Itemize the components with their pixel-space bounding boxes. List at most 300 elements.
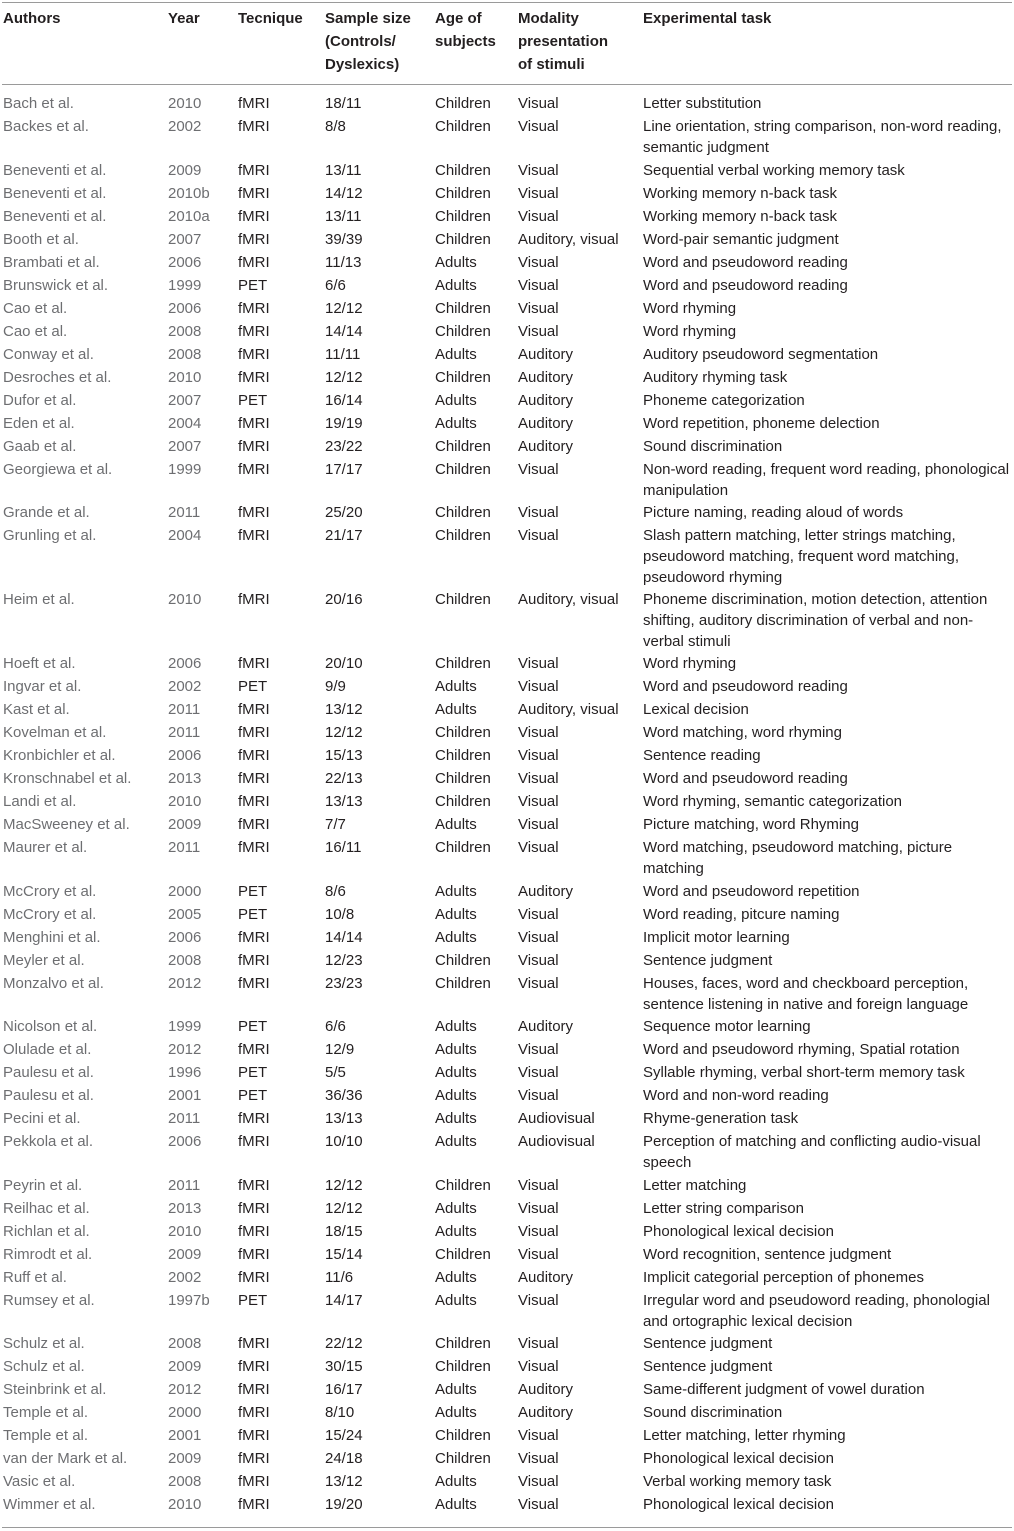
cell-task: Perception of matching and conflicting audio-visual speech [643, 1133, 981, 1171]
cell-modality: Auditory [518, 414, 574, 432]
cell-modality: Visual [518, 184, 559, 202]
cell-year: 2012 [168, 974, 202, 992]
cell-technique: PET [238, 391, 268, 409]
cell-modality: Visual [518, 1087, 559, 1104]
cell-sample-size: 11/13 [325, 253, 362, 271]
cell-year: 2010 [168, 368, 202, 386]
cell-age: Children [435, 460, 491, 478]
cell-modality: Auditory [518, 1381, 574, 1398]
cell-year: 2011 [168, 1110, 201, 1127]
cell-author: Bach et al. [3, 95, 74, 112]
cell-year: 2007 [168, 437, 202, 455]
cell-task: Word repetition, phoneme delection [643, 414, 880, 432]
cell-sample-size: 13/13 [325, 793, 363, 810]
cell-age: Adults [435, 1496, 477, 1513]
cell-age: Adults [435, 1222, 477, 1240]
cell-year: 2011 [168, 724, 201, 741]
cell-author: Kast et al. [3, 701, 70, 718]
cell-age: Children [435, 368, 491, 386]
cell-technique: fMRI [238, 724, 270, 741]
cell-author: Ingvar et al. [3, 678, 82, 695]
cell-age: Adults [435, 1291, 477, 1309]
cell-task: Word reading, pitcure naming [643, 905, 840, 923]
cell-year: 1999 [168, 460, 202, 478]
cell-modality: Visual [518, 770, 559, 787]
cell-year: 2009 [168, 1450, 202, 1467]
cell-sample-size: 19/19 [325, 414, 363, 432]
cell-technique: fMRI [238, 928, 270, 946]
cell-author: Schulz et al. [3, 1335, 85, 1352]
cell-sample-size: 12/12 [325, 1176, 363, 1194]
cell-age: Children [435, 437, 491, 455]
cell-age: Children [435, 974, 491, 992]
cell-sample-size: 12/12 [325, 299, 363, 317]
cell-modality: Visual [518, 1222, 559, 1240]
cell-author: Kronschnabel et al. [3, 770, 132, 787]
cell-task: Phonological lexical decision [643, 1222, 834, 1240]
cell-technique: fMRI [238, 253, 270, 271]
cell-age: Children [435, 184, 491, 202]
cell-author: McCrory et al. [3, 905, 97, 923]
cell-technique: fMRI [238, 1222, 270, 1240]
cell-year: 2013 [168, 770, 202, 787]
cell-sample-size: 36/36 [325, 1087, 363, 1104]
cell-year: 2002 [168, 118, 202, 135]
cell-age: Children [435, 527, 491, 544]
cell-sample-size: 8/6 [325, 882, 346, 900]
cell-author: Conway et al. [3, 345, 94, 363]
cell-sample-size: 25/20 [325, 504, 363, 521]
cell-modality: Auditory [518, 1404, 574, 1421]
cell-sample-size: 22/13 [325, 770, 363, 787]
cell-year: 1999 [168, 276, 202, 294]
cell-author: Wimmer et al. [3, 1496, 96, 1513]
cell-age: Children [435, 230, 491, 248]
cell-age: Children [435, 724, 491, 741]
table-top-rule [2, 2, 1012, 3]
cell-age: Children [435, 747, 491, 764]
cell-sample-size: 11/11 [325, 345, 361, 363]
cell-technique: PET [238, 678, 268, 695]
cell-age: Adults [435, 1404, 477, 1421]
cell-technique: fMRI [238, 1450, 270, 1467]
cell-author: Pekkola et al. [3, 1133, 94, 1150]
cell-technique: fMRI [238, 1110, 270, 1127]
cell-year: 2010 [168, 793, 202, 810]
cell-technique: fMRI [238, 207, 270, 225]
cell-task: Phonological lexical decision [643, 1496, 834, 1513]
cell-year: 2010 [168, 1222, 202, 1240]
cell-sample-size: 8/8 [325, 118, 346, 135]
cell-sample-size: 18/11 [325, 95, 362, 112]
cell-sample-size: 16/11 [325, 839, 362, 856]
cell-author: Brambati et al. [3, 253, 100, 271]
cell-technique: fMRI [238, 1268, 270, 1286]
cell-technique: PET [238, 1064, 268, 1081]
cell-author: Steinbrink et al. [3, 1381, 107, 1398]
cell-year: 2012 [168, 1381, 202, 1398]
cell-task: Irregular word and pseudoword reading, phonologial and ortographic lexical decision [643, 1291, 990, 1330]
cell-sample-size: 6/6 [325, 276, 346, 294]
cell-sample-size: 16/17 [325, 1381, 363, 1398]
cell-author: McCrory et al. [3, 882, 97, 900]
cell-modality: Audiovisual [518, 1133, 595, 1150]
cell-task: Word and non-word reading [643, 1087, 829, 1104]
cell-age: Adults [435, 1133, 477, 1150]
cell-modality: Visual [518, 1291, 559, 1309]
cell-age: Children [435, 118, 491, 135]
cell-task: Same-different judgment of vowel duration [643, 1381, 925, 1398]
cell-task: Word and pseudoword reading [643, 678, 848, 695]
cell-technique: fMRI [238, 1176, 270, 1194]
cell-task: Auditory pseudoword segmentation [643, 345, 879, 363]
cell-modality: Visual [518, 322, 559, 340]
cell-age: Children [435, 504, 491, 521]
cell-technique: fMRI [238, 368, 270, 386]
cell-modality: Visual [518, 1473, 559, 1490]
cell-technique: fMRI [238, 1404, 270, 1421]
cell-modality: Audiovisual [518, 1110, 595, 1127]
cell-sample-size: 19/20 [325, 1496, 363, 1513]
cell-modality: Visual [518, 161, 559, 179]
cell-year: 2006 [168, 747, 202, 764]
cell-technique: fMRI [238, 161, 270, 179]
cell-technique: fMRI [238, 951, 270, 969]
cell-task: Word and pseudoword reading [643, 276, 848, 294]
cell-task: Sequential verbal working memory task [643, 161, 905, 179]
cell-author: Menghini et al. [3, 928, 101, 946]
cell-author: Paulesu et al. [3, 1064, 94, 1081]
cell-age: Adults [435, 253, 477, 271]
cell-sample-size: 15/24 [325, 1427, 363, 1444]
cell-age: Children [435, 1358, 491, 1375]
cell-author: Temple et al. [3, 1404, 89, 1421]
cell-author: Grunling et al. [3, 527, 97, 544]
cell-year: 2000 [168, 1404, 202, 1421]
cell-technique: fMRI [238, 1133, 270, 1150]
cell-sample-size: 14/14 [325, 322, 363, 340]
cell-sample-size: 6/6 [325, 1018, 346, 1035]
cell-author: Cao et al. [3, 322, 68, 340]
cell-modality: Visual [518, 207, 559, 225]
cell-modality: Auditory [518, 368, 574, 386]
header-sample-size: Sample size (Controls/ Dyslexics) [325, 10, 411, 73]
cell-modality: Visual [518, 253, 559, 271]
cell-year: 2008 [168, 1335, 202, 1352]
cell-year: 2002 [168, 678, 202, 695]
cell-sample-size: 15/14 [325, 1245, 363, 1263]
cell-age: Adults [435, 276, 477, 294]
cell-technique: PET [238, 1291, 268, 1309]
cell-task: Letter matching, letter rhyming [643, 1427, 846, 1444]
cell-author: Beneventi et al. [3, 161, 107, 179]
cell-technique: fMRI [238, 1335, 270, 1352]
cell-author: Monzalvo et al. [3, 974, 104, 992]
cell-year: 2006 [168, 1133, 202, 1150]
cell-modality: Auditory, visual [518, 701, 619, 718]
cell-sample-size: 10/8 [325, 905, 355, 923]
cell-sample-size: 12/23 [325, 951, 363, 969]
table-header-rule [2, 84, 1012, 85]
cell-author: Brunswick et al. [3, 276, 109, 294]
cell-author: Rimrodt et al. [3, 1245, 93, 1263]
cell-technique: fMRI [238, 1427, 270, 1444]
cell-technique: fMRI [238, 974, 270, 992]
cell-sample-size: 20/10 [325, 655, 363, 672]
cell-technique: fMRI [238, 1496, 270, 1513]
cell-sample-size: 13/11 [325, 207, 362, 225]
cell-task: Word rhyming [643, 655, 737, 672]
cell-modality: Visual [518, 816, 559, 833]
cell-author: Ruff et al. [3, 1268, 67, 1286]
cell-task: Verbal working memory task [643, 1473, 832, 1490]
cell-technique: fMRI [238, 1381, 270, 1398]
cell-year: 2008 [168, 1473, 202, 1490]
cell-technique: PET [238, 905, 268, 923]
cell-task: Sentence judgment [643, 1335, 773, 1352]
cell-task: Word and pseudoword reading [643, 770, 848, 787]
cell-sample-size: 20/16 [325, 591, 363, 608]
cell-task: Sound discrimination [643, 1404, 783, 1421]
cell-age: Children [435, 951, 491, 969]
cell-author: Reilhac et al. [3, 1199, 90, 1217]
cell-modality: Visual [518, 678, 559, 695]
header-modality: Modality presentation of stimuli [518, 10, 609, 73]
cell-sample-size: 24/18 [325, 1450, 363, 1467]
cell-technique: fMRI [238, 1041, 270, 1058]
cell-sample-size: 30/15 [325, 1358, 363, 1375]
cell-author: Paulesu et al. [3, 1087, 94, 1104]
cell-year: 2001 [168, 1087, 202, 1104]
cell-modality: Visual [518, 724, 559, 741]
cell-author: van der Mark et al. [3, 1450, 128, 1467]
cell-age: Children [435, 299, 491, 317]
cell-technique: PET [238, 276, 268, 294]
cell-sample-size: 17/17 [325, 460, 363, 478]
cell-year: 2007 [168, 230, 202, 248]
cell-author: Pecini et al. [3, 1110, 81, 1127]
cell-technique: fMRI [238, 118, 270, 135]
cell-age: Adults [435, 816, 477, 833]
cell-year: 1997b [168, 1291, 210, 1309]
cell-age: Adults [435, 391, 477, 409]
cell-modality: Auditory, visual [518, 591, 619, 608]
cell-task: Slash pattern matching, letter strings matching, pseudoword matching, frequent word matching, pseudoword rhyming [643, 527, 960, 586]
cell-age: Children [435, 1176, 491, 1194]
cell-task: Word and pseudoword reading [643, 253, 848, 271]
cell-modality: Visual [518, 1427, 559, 1444]
cell-age: Children [435, 770, 491, 787]
cell-task: Working memory n-back task [643, 207, 837, 225]
cell-sample-size: 12/12 [325, 724, 363, 741]
cell-technique: fMRI [238, 299, 270, 317]
cell-year: 1999 [168, 1018, 202, 1035]
cell-year: 2013 [168, 1199, 202, 1217]
cell-sample-size: 7/7 [325, 816, 346, 833]
cell-author: Richlan et al. [3, 1222, 90, 1240]
cell-task: Non-word reading, frequent word reading, phonological manipulation [643, 460, 1010, 499]
cell-year: 2009 [168, 816, 202, 833]
cell-sample-size: 12/12 [325, 368, 363, 386]
cell-modality: Visual [518, 974, 559, 992]
cell-year: 1996 [168, 1064, 202, 1081]
cell-sample-size: 10/10 [325, 1133, 363, 1150]
cell-year: 2010 [168, 95, 202, 112]
cell-year: 2010 [168, 1496, 202, 1513]
cell-year: 2001 [168, 1427, 202, 1444]
cell-age: Children [435, 655, 491, 672]
cell-author: Beneventi et al. [3, 207, 107, 225]
cell-task: Auditory rhyming task [643, 368, 788, 386]
cell-task: Working memory n-back task [643, 184, 837, 202]
cell-year: 2011 [168, 701, 201, 718]
cell-modality: Visual [518, 951, 559, 969]
cell-year: 2010 [168, 591, 202, 608]
cell-sample-size: 13/12 [325, 701, 363, 718]
cell-task: Line orientation, string comparison, non-word reading, semantic judgment [643, 118, 1002, 156]
cell-year: 2009 [168, 1358, 202, 1375]
cell-modality: Visual [518, 1041, 559, 1058]
cell-age: Children [435, 207, 491, 225]
cell-technique: fMRI [238, 1199, 270, 1217]
cell-task: Word and pseudoword rhyming, Spatial rotation [643, 1041, 960, 1058]
cell-task: Phoneme categorization [643, 391, 805, 409]
cell-year: 2009 [168, 161, 202, 179]
cell-technique: fMRI [238, 460, 270, 478]
cell-author: Kronbichler et al. [3, 747, 116, 764]
cell-author: Dufor et al. [3, 391, 77, 409]
cell-year: 2010a [168, 207, 210, 225]
cell-modality: Visual [518, 460, 559, 478]
cell-task: Picture matching, word Rhyming [643, 816, 859, 833]
cell-age: Adults [435, 1268, 477, 1286]
cell-modality: Auditory [518, 391, 574, 409]
cell-technique: fMRI [238, 839, 270, 856]
cell-technique: fMRI [238, 793, 270, 810]
cell-modality: Auditory, visual [518, 230, 619, 248]
cell-task: Letter substitution [643, 95, 762, 112]
cell-sample-size: 5/5 [325, 1064, 346, 1081]
cell-sample-size: 12/12 [325, 1199, 363, 1217]
cell-year: 2006 [168, 253, 202, 271]
cell-technique: fMRI [238, 527, 270, 544]
header-authors: Authors [3, 10, 61, 27]
cell-age: Adults [435, 1381, 477, 1398]
cell-technique: fMRI [238, 1358, 270, 1375]
cell-sample-size: 23/23 [325, 974, 363, 992]
cell-year: 2006 [168, 655, 202, 672]
cell-task: Word matching, word rhyming [643, 724, 842, 741]
cell-modality: Visual [518, 1450, 559, 1467]
cell-technique: fMRI [238, 95, 270, 112]
header-technique: Tecnique [238, 10, 303, 27]
cell-author: Meyler et al. [3, 951, 85, 969]
cell-task: Syllable rhyming, verbal short-term memory task [643, 1064, 965, 1081]
cell-task: Word and pseudoword repetition [643, 882, 860, 900]
cell-technique: fMRI [238, 184, 270, 202]
cell-task: Implicit categorial perception of phonemes [643, 1268, 924, 1286]
cell-modality: Visual [518, 839, 559, 856]
cell-task: Word rhyming [643, 322, 737, 340]
cell-task: Sentence reading [643, 747, 761, 764]
cell-year: 2004 [168, 414, 202, 432]
cell-sample-size: 14/14 [325, 928, 363, 946]
cell-modality: Visual [518, 95, 559, 112]
cell-sample-size: 39/39 [325, 230, 363, 248]
cell-technique: PET [238, 882, 268, 900]
cell-sample-size: 12/9 [325, 1041, 355, 1058]
cell-modality: Visual [518, 1335, 559, 1352]
cell-year: 2011 [168, 839, 201, 856]
cell-age: Children [435, 161, 491, 179]
cell-age: Children [435, 793, 491, 810]
cell-modality: Visual [518, 747, 559, 764]
cell-author: Schulz et al. [3, 1358, 85, 1375]
cell-year: 2006 [168, 928, 202, 946]
cell-sample-size: 21/17 [325, 527, 363, 544]
cell-sample-size: 13/12 [325, 1473, 363, 1490]
cell-task: Lexical decision [643, 701, 749, 718]
cell-task: Word rhyming [643, 299, 737, 317]
cell-age: Children [435, 95, 491, 112]
cell-age: Adults [435, 1064, 477, 1081]
cell-technique: fMRI [238, 504, 270, 521]
cell-year: 2012 [168, 1041, 202, 1058]
cell-year: 2008 [168, 345, 202, 363]
cell-author: Gaab et al. [3, 437, 77, 455]
cell-author: Heim et al. [3, 591, 75, 608]
cell-modality: Auditory [518, 1268, 574, 1286]
cell-task: Sentence judgment [643, 1358, 773, 1375]
cell-author: Maurer et al. [3, 839, 88, 856]
header-year: Year [168, 10, 200, 27]
cell-age: Adults [435, 1199, 477, 1217]
cell-age: Children [435, 839, 491, 856]
cell-year: 2009 [168, 1245, 202, 1263]
cell-technique: fMRI [238, 345, 270, 363]
cell-task: Sound discrimination [643, 437, 783, 455]
cell-author: Beneventi et al. [3, 184, 107, 202]
cell-modality: Visual [518, 118, 559, 135]
cell-age: Adults [435, 1087, 477, 1104]
cell-year: 2006 [168, 299, 202, 317]
cell-technique: PET [238, 1087, 268, 1104]
cell-author: Cao et al. [3, 299, 68, 317]
cell-age: Adults [435, 701, 477, 718]
cell-modality: Visual [518, 1176, 559, 1194]
cell-year: 2010b [168, 184, 210, 202]
cell-technique: fMRI [238, 816, 270, 833]
cell-age: Adults [435, 1041, 477, 1058]
cell-age: Adults [435, 678, 477, 695]
cell-sample-size: 11/6 [325, 1268, 354, 1286]
cell-year: 2005 [168, 905, 202, 923]
table-bottom-rule [2, 1527, 1012, 1528]
cell-technique: fMRI [238, 414, 270, 432]
cell-author: Booth et al. [3, 230, 79, 248]
cell-age: Adults [435, 414, 477, 432]
cell-author: Eden et al. [3, 414, 75, 432]
header-age: Age of subjects [435, 10, 496, 50]
cell-age: Children [435, 591, 491, 608]
cell-sample-size: 15/13 [325, 747, 363, 764]
cell-author: Backes et al. [3, 118, 89, 135]
cell-task: Houses, faces, word and checkboard perception, sentence listening in native and foreign language [643, 974, 969, 1013]
cell-modality: Visual [518, 1496, 559, 1513]
cell-sample-size: 8/10 [325, 1404, 355, 1421]
cell-year: 2002 [168, 1268, 202, 1286]
cell-technique: fMRI [238, 230, 270, 248]
